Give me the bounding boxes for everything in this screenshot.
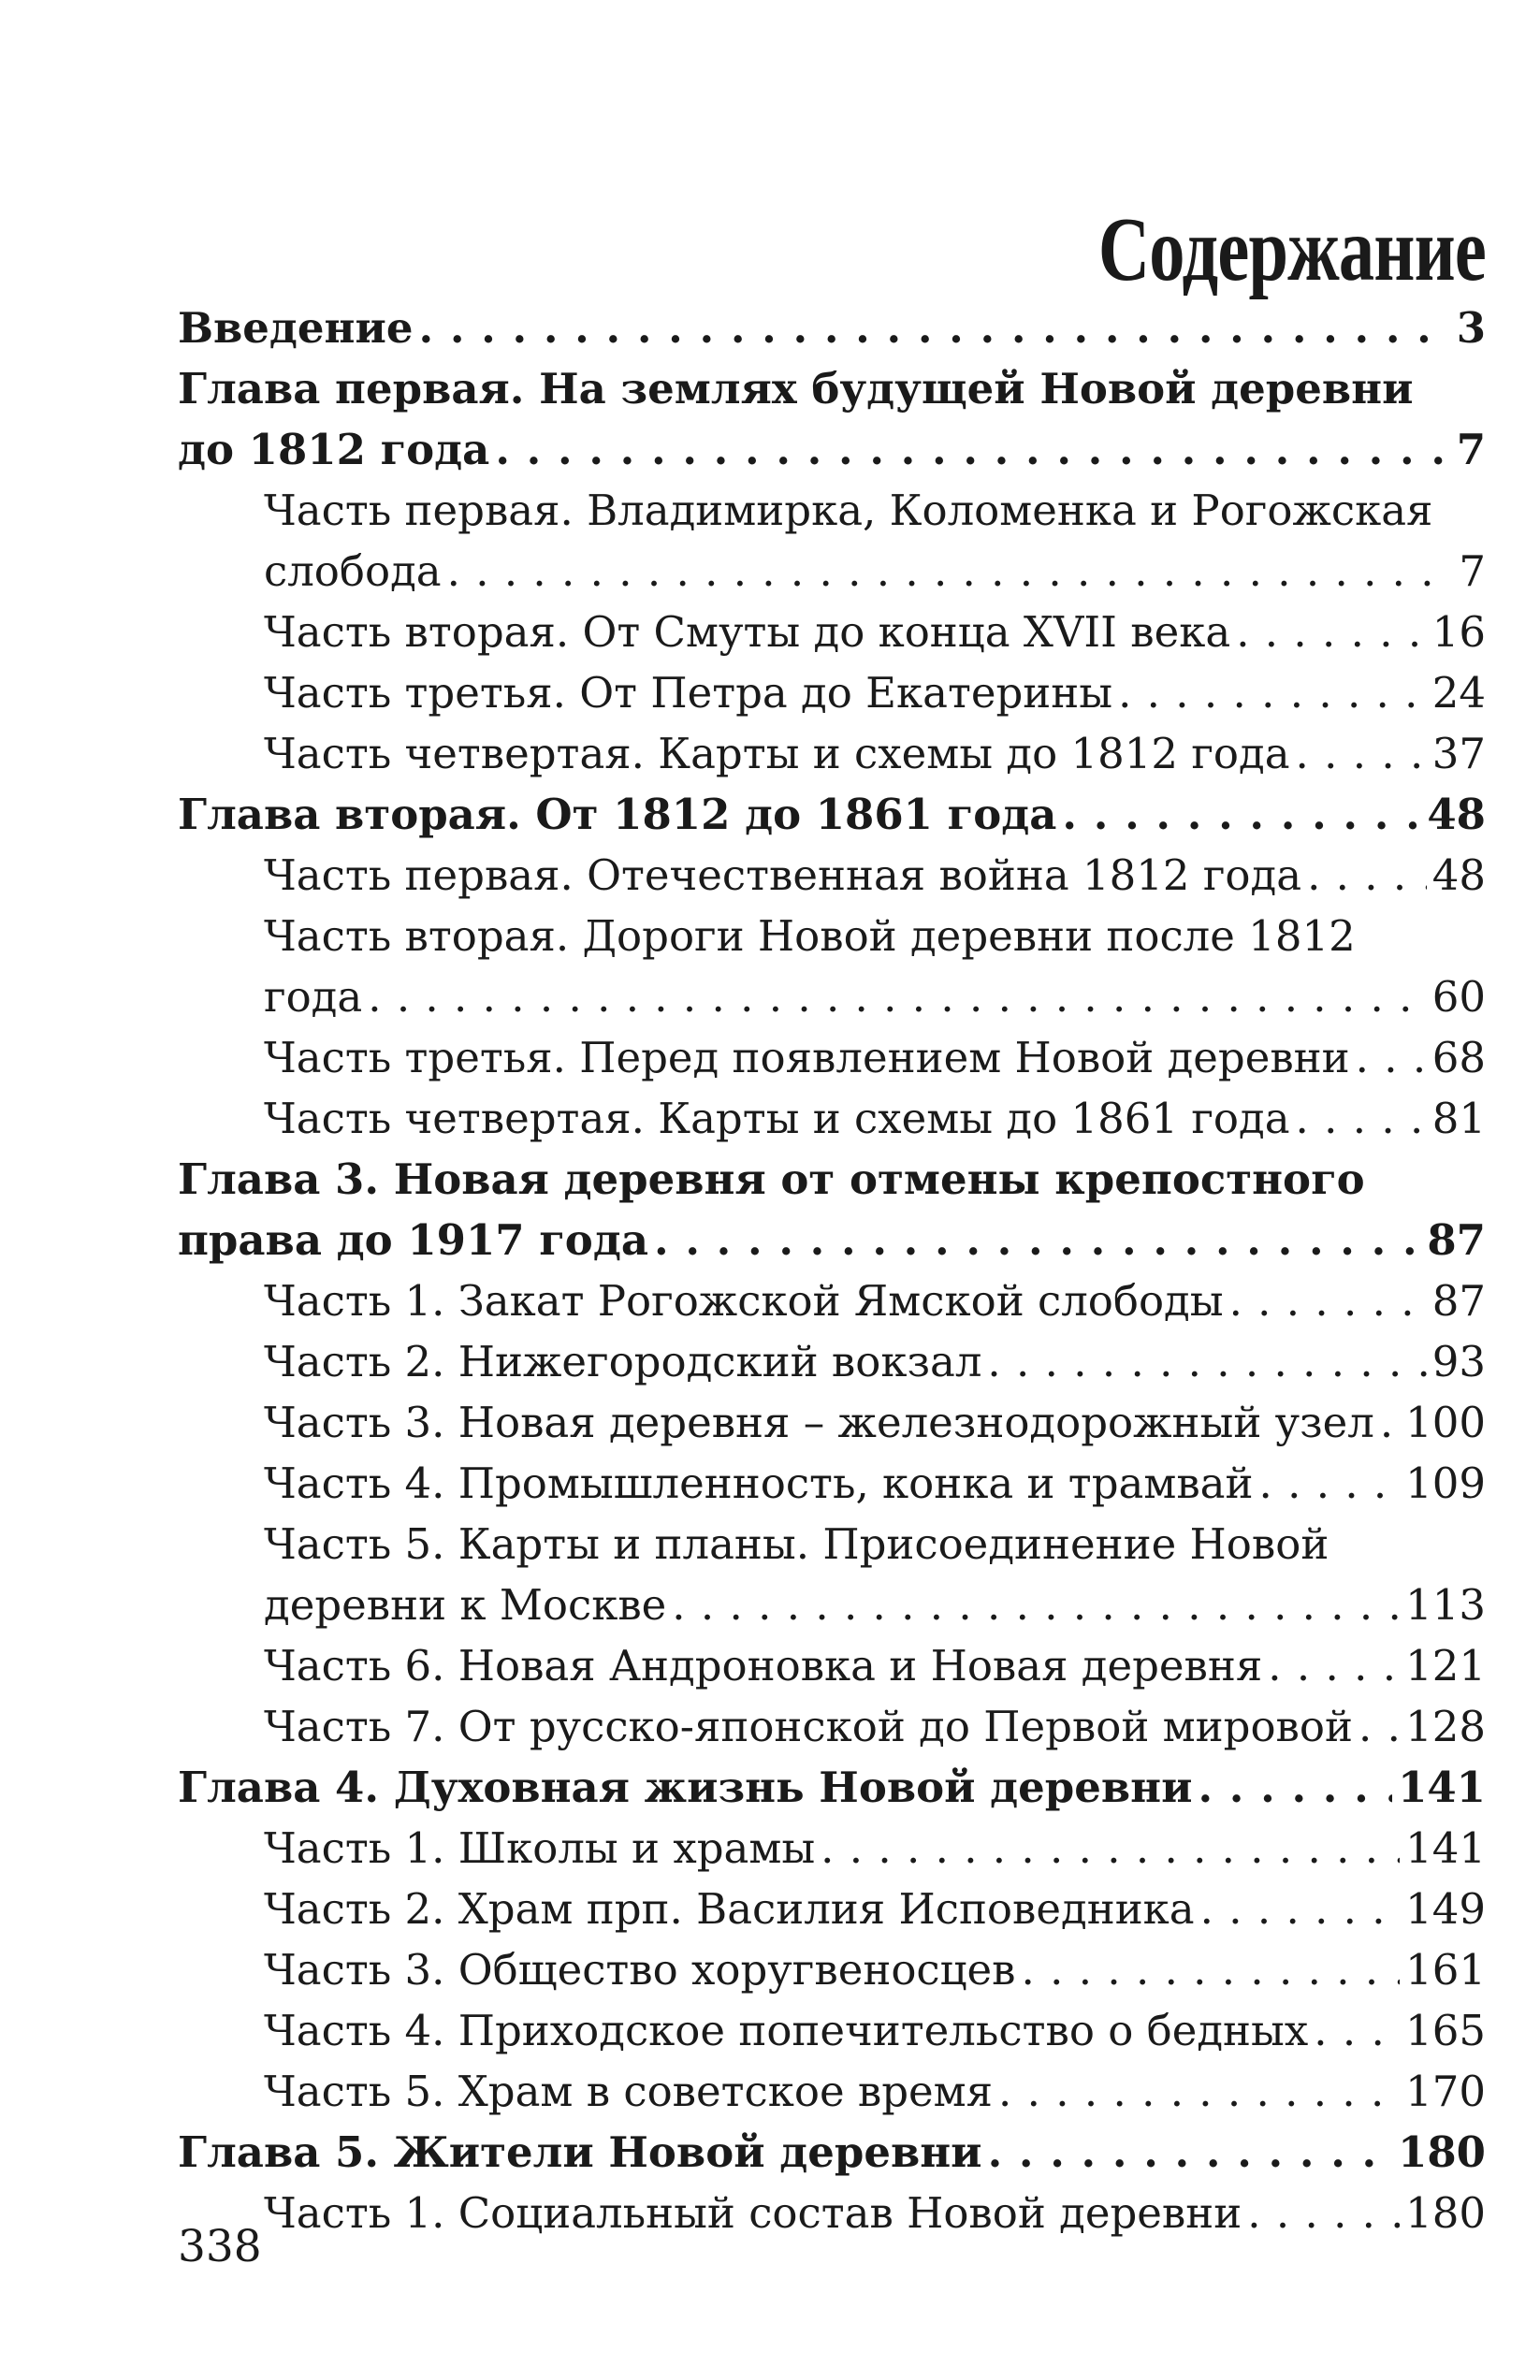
toc-page-number: 121 [1405, 1641, 1486, 1691]
dot-leader [1200, 1879, 1400, 1939]
toc-part-line [178, 1088, 1486, 1149]
dot-leader [1296, 1088, 1427, 1149]
dot-leader [987, 1331, 1426, 1392]
toc-entry-text: Часть 4. Промышленность, конка и трамвай [264, 1458, 1254, 1508]
dot-leader [1380, 1392, 1400, 1453]
toc-part-line [178, 1879, 1486, 1939]
toc-page-number: 161 [1405, 1945, 1486, 1995]
dot-leader [821, 1818, 1400, 1879]
toc-page-number: 48 [1427, 790, 1486, 839]
toc-chapter-line [178, 1149, 1486, 1210]
toc-part-line [178, 2000, 1486, 2061]
toc-entry-text: Часть 5. Храм в советское время [264, 2067, 994, 2116]
toc-part-line [178, 480, 1486, 541]
dot-leader [998, 2061, 1400, 2122]
toc-entry-text: Часть вторая. Дороги Новой деревни после 1812 [264, 911, 1356, 961]
toc-entry-text: Глава первая. На землях будущей Новой деревни [178, 364, 1414, 414]
toc-entry-text: Глава вторая. От 1812 до 1861 года [178, 790, 1057, 839]
toc-part-line [178, 1331, 1486, 1392]
dot-leader [672, 1575, 1400, 1635]
dot-leader [1247, 2183, 1400, 2243]
toc-entry-text: до 1812 года [178, 425, 490, 474]
toc-page-number: 141 [1398, 1763, 1486, 1812]
toc-entry-text: Часть 1. Закат Рогожской Ямской слободы [264, 1276, 1224, 1326]
toc-page-number: 109 [1405, 1458, 1486, 1508]
toc-chapter-line [178, 2122, 1486, 2183]
toc-page-number: 16 [1431, 607, 1486, 657]
dot-leader [1307, 845, 1427, 906]
toc-entry-text: Глава 3. Новая деревня от отмены крепостного [178, 1154, 1365, 1204]
dot-leader [1236, 602, 1427, 662]
toc-part-line [178, 1270, 1486, 1331]
toc-part-line [178, 1453, 1486, 1514]
dot-leader [368, 966, 1427, 1027]
toc-entry-text: Часть первая. Владимирка, Коломенка и Рогожская [264, 486, 1433, 535]
toc-entry-text: Введение [178, 303, 414, 353]
toc-entry-text: Часть 1. Школы и храмы [264, 1823, 816, 1873]
toc-page-number: 68 [1431, 1033, 1486, 1082]
toc-entry-text: Часть третья. Перед появлением Новой деревни [264, 1033, 1350, 1082]
dot-leader [1062, 784, 1421, 845]
toc-part-line [178, 1575, 1486, 1635]
toc-chapter-line [178, 1210, 1486, 1270]
toc-page-number: 60 [1431, 972, 1486, 1022]
toc-part-line [178, 541, 1486, 602]
toc-part-line [178, 845, 1486, 906]
toc-page-number: 3 [1456, 303, 1486, 353]
toc-part-line [178, 2061, 1486, 2122]
toc-chapter-line [178, 298, 1486, 358]
toc-page-number: 81 [1431, 1094, 1486, 1143]
toc-entry-text: Часть вторая. От Смуты до конца XVII века [264, 607, 1231, 657]
toc-page-number: 113 [1405, 1580, 1486, 1630]
toc-part-line [178, 1696, 1486, 1757]
toc-page-number: 170 [1405, 2067, 1486, 2116]
toc-page-number: 128 [1405, 1702, 1486, 1751]
dot-leader [988, 2122, 1393, 2183]
toc-entry-text: Часть 5. Карты и планы. Присоединение Новой [264, 1519, 1329, 1569]
toc-part-line [178, 662, 1486, 723]
toc-page-number: 24 [1431, 668, 1486, 718]
toc-part-line [178, 723, 1486, 784]
toc-page-number: 165 [1405, 2006, 1486, 2055]
toc-entry-text: года [264, 972, 363, 1022]
toc-entry-text: Часть третья. От Петра до Екатерины [264, 668, 1113, 718]
toc-entry-text: Часть 4. Приходское попечительство о бедных [264, 2006, 1309, 2055]
dot-leader [447, 541, 1454, 602]
toc-page-number: 87 [1431, 1276, 1486, 1326]
toc-part-line [178, 1939, 1486, 2000]
toc-page-number: 37 [1431, 729, 1486, 778]
toc-entry-text: Глава 5. Жители Новой деревни [178, 2127, 982, 2177]
toc-page-number: 141 [1405, 1823, 1486, 1873]
toc-entry-text: слобода [264, 546, 442, 596]
toc-page-number: 7 [1459, 546, 1486, 596]
dot-leader [495, 419, 1450, 480]
dot-leader [1268, 1635, 1400, 1696]
toc-page-number: 7 [1456, 425, 1486, 474]
toc-entry-text: Часть 2. Нижегородский вокзал [264, 1337, 982, 1386]
dot-leader [419, 298, 1451, 358]
dot-leader [1356, 1027, 1427, 1088]
toc-entry-text: Часть 3. Новая деревня – железнодорожный узел [264, 1398, 1374, 1447]
table-of-contents [178, 298, 1486, 2243]
dot-leader [654, 1210, 1421, 1270]
toc-page-number: 149 [1405, 1884, 1486, 1934]
toc-entry-text: Часть первая. Отечественная война 1812 года [264, 850, 1302, 900]
toc-part-line [178, 1514, 1486, 1575]
dot-leader [1296, 723, 1427, 784]
toc-part-line [178, 1818, 1486, 1879]
toc-part-line [178, 2183, 1486, 2243]
toc-page-number: 93 [1431, 1337, 1486, 1386]
dot-leader [1259, 1453, 1401, 1514]
toc-page-number: 87 [1427, 1215, 1486, 1265]
toc-page-number: 180 [1405, 2188, 1486, 2238]
toc-page-number: 48 [1431, 850, 1486, 900]
toc-entry-text: Часть 1. Социальный состав Новой деревни [264, 2188, 1242, 2238]
page-number: 338 [178, 2221, 262, 2272]
toc-entry-text: деревни к Москве [264, 1580, 667, 1630]
toc-entry-text: Часть 3. Общество хоругвеносцев [264, 1945, 1016, 1995]
toc-entry-text: Часть 2. Храм прп. Василия Исповедника [264, 1884, 1195, 1934]
toc-chapter-line [178, 1757, 1486, 1818]
toc-entry-text: Глава 4. Духовная жизнь Новой деревни [178, 1763, 1193, 1812]
toc-part-line [178, 906, 1486, 966]
toc-part-line [178, 602, 1486, 662]
toc-entry-text: Часть четвертая. Карты и схемы до 1861 года [264, 1094, 1290, 1143]
toc-entry-text: права до 1917 года [178, 1215, 648, 1265]
toc-part-line [178, 966, 1486, 1027]
toc-chapter-line [178, 784, 1486, 845]
toc-chapter-line [178, 419, 1486, 480]
dot-leader [1198, 1757, 1392, 1818]
dot-leader [1314, 2000, 1400, 2061]
toc-entry-text: Часть 7. От русско-японской до Первой мировой [264, 1702, 1353, 1751]
toc-title: Содержание [1097, 199, 1486, 300]
toc-page-number: 180 [1398, 2127, 1486, 2177]
toc-entry-text: Часть 6. Новая Андроновка и Новая деревня [264, 1641, 1263, 1691]
toc-part-line [178, 1027, 1486, 1088]
toc-entry-text: Часть четвертая. Карты и схемы до 1812 года [264, 729, 1290, 778]
toc-part-line [178, 1635, 1486, 1696]
toc-page-number: 100 [1405, 1398, 1486, 1447]
dot-leader [1358, 1696, 1400, 1757]
toc-part-line [178, 1392, 1486, 1453]
toc-chapter-line [178, 358, 1486, 419]
dot-leader [1229, 1270, 1427, 1331]
dot-leader [1022, 1939, 1401, 2000]
dot-leader [1118, 662, 1427, 723]
